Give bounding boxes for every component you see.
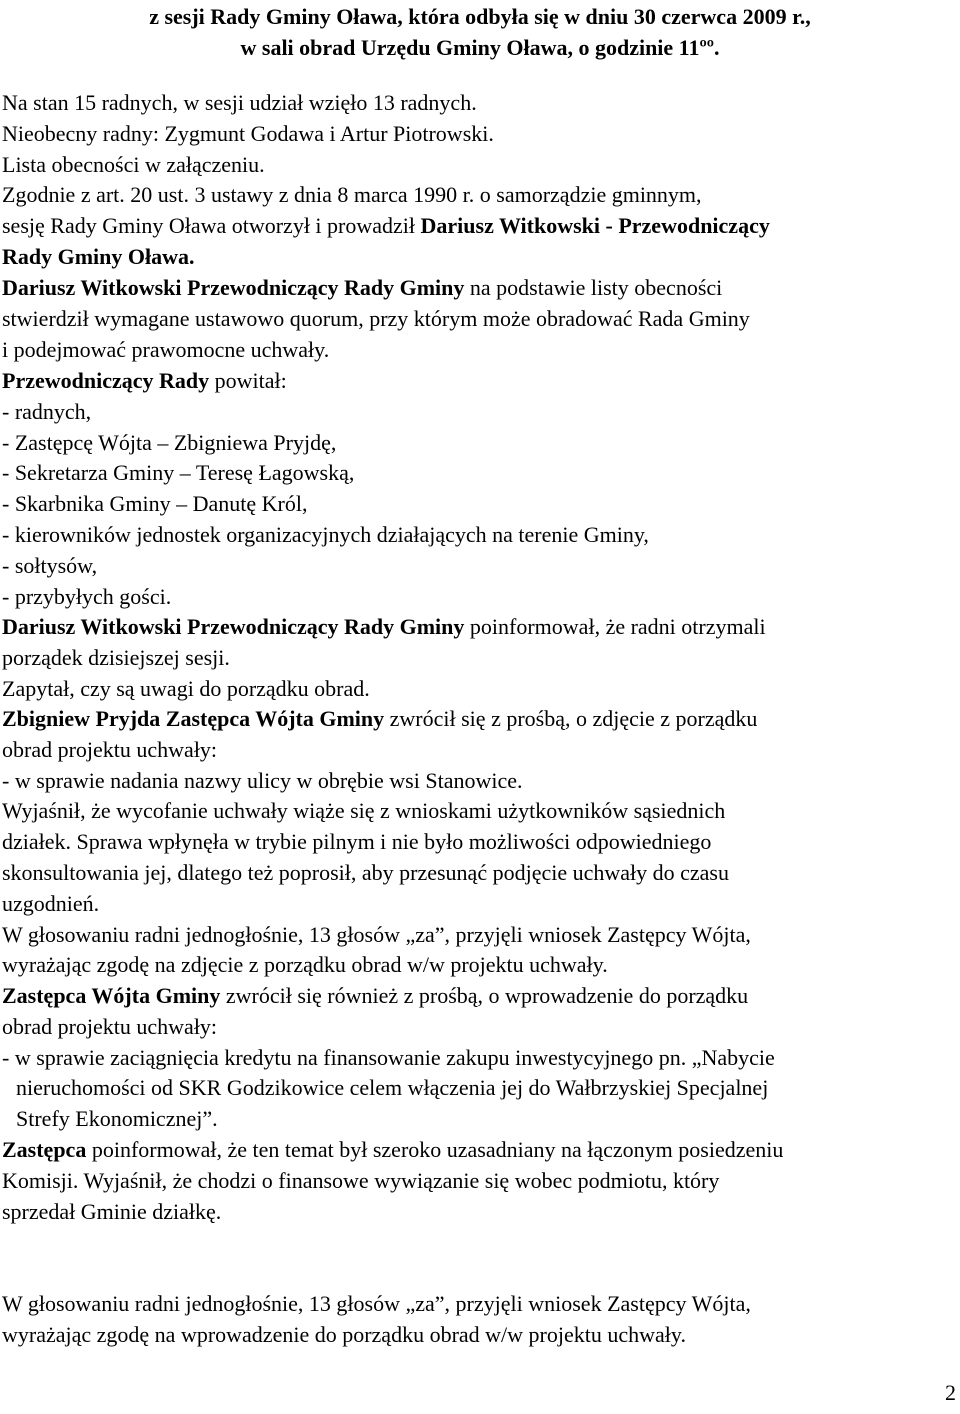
council-name: Rady Gminy Oława. [2,243,195,269]
request-line: Komisji. Wyjaśnił, że chodzi o finansowe wywiązanie się wobec podmiotu, który [2,1167,720,1193]
agenda-line: porządek dzisiejszej sesji. [2,644,230,670]
opening-line: sesję Rady Gminy Oława otworzył i prowadził Dariusz Witkowski - Przewodniczący [2,213,770,239]
page-number: 2 [945,1380,956,1405]
quorum-line: stwierdził wymagane ustawowo quorum, przy którym może obradować Rada Gminy [2,305,750,331]
absent-line: Nieobecny radny: Zygmunt Godawa i Artur Piotrowski. [2,120,494,146]
vote-line: W głosowaniu radni jednogłośnie, 13 głosów „za”, przyjęli wniosek Zastępcy Wójta, [2,921,751,947]
request-line: skonsultowania jej, dlatego też poprosił, aby przesunąć podjęcie uchwały do czasu [2,859,729,885]
chairman-name: Dariusz Witkowski Przewodniczący Rady Gminy [2,614,465,639]
list-item: - Sekretarza Gminy – Teresę Łagowską, [2,460,355,486]
intro-paragraph [2,88,957,273]
header-line-2: w sali obrad Urzędu Gminy Oława, o godzinie 11ºº. [240,34,720,60]
deputy-title: Zastępca Wójta Gminy [2,983,221,1008]
request-line: działek. Sprawa wpłynęła w trybie pilnym i nie było możliwości odpowiedniego [2,829,712,855]
request-removal-paragraph: Zbigniew Pryjda Zastępca Wójta Gminy zwrócił się z prośbą, o zdjęcie z porządku obrad projektu uchwały: - w sprawie nadania nazwy ulicy w obrębie wsi Stanowice. Wyjaśnił, że wycofanie uchwały wiąże się z wnioskami użytkowników sąsiednich działek. Sprawa wpłynęła w trybie pilnym i nie było możliwości odpowiedniego skonsultowania jej, dlatego też poprosił, aby przesunąć podjęcie uchwały do czasu uzgodnień. W głosowaniu radni jednogłośnie, 13 głosów „za”, przyjęli wniosek Zastępcy Wójta, wyrażając zgodę na zdjęcie z porządku obrad w/w projektu uchwały. [2,704,957,981]
list-item: - radnych, [2,398,92,424]
request-line: nieruchomości od SKR Godzikowice celem włączenia jej do Wałbrzyskiej Specjalnej [16,1075,769,1101]
request-line: obrad projektu uchwały: [2,1013,218,1039]
list-item: - Skarbnika Gminy – Danutę Król, [2,491,308,517]
request-line: sprzedał Gminie działkę. [2,1198,222,1224]
quorum-paragraph: Dariusz Witkowski Przewodniczący Rady Gminy na podstawie listy obecności stwierdził wymagane ustawowo quorum, przy którym może obradować Rada Gminy i podejmować prawomocne uchwały. [2,273,957,365]
quorum-line: i podejmować prawomocne uchwały. [2,336,330,362]
vote-paragraph [2,1289,957,1351]
request-line: - w sprawie nadania nazwy ulicy w obrębie wsi Stanowice. [2,767,523,793]
request-line: Wyjaśnił, że wycofanie uchwały wiąże się z wnioskami użytkowników sąsiednich [2,798,726,824]
welcome-paragraph: Przewodniczący Rady powitał: - radnych, - Zastępcę Wójta – Zbigniewa Pryjdę, - Sekretarza Gminy – Teresę Łagowską, - Skarbnika Gminy – Danutę Król, - kierowników jednostek organizacyjnych działających na terenie Gminy, - sołtysów, - przybyłych gości. [2,366,957,612]
list-item: - sołtysów, [2,552,98,578]
vote-line: wyrażając zgodę na zdjęcie z porządku obrad w/w projektu uchwały. [2,952,608,978]
agenda-paragraph: Dariusz Witkowski Przewodniczący Rady Gminy poinformował, że radni otrzymali porządek dzisiejszej sesji. Zapytał, czy są uwagi do porządku obrad. [2,612,957,704]
attendance-list-line: Lista obecności w załączeniu. [2,151,265,177]
chairman-name: Dariusz Witkowski - Przewodniczący [420,213,770,239]
legal-basis-line: Zgodnie z art. 20 ust. 3 ustawy z dnia 8 marca 1990 r. o samorządzie gminnym, [2,182,702,208]
vote-line: wyrażając zgodę na wprowadzenie do porządku obrad w/w projektu uchwały. [2,1321,686,1347]
vote-line: W głosowaniu radni jednogłośnie, 13 głosów „za”, przyjęli wniosek Zastępcy Wójta, [2,1291,751,1316]
list-item: - przybyłych gości. [2,583,172,609]
list-item: - kierowników jednostek organizacyjnych działających na terenie Gminy, [2,521,649,547]
deputy-title: Zastępca [2,1136,87,1162]
list-item: - Zastępcę Wójta – Zbigniewa Pryjdę, [2,429,337,455]
request-line: - w sprawie zaciągnięcia kredytu na finansowanie zakupu inwestycyjnego pn. „Nabycie [2,1044,775,1070]
deputy-name: Zbigniew Pryjda Zastępca Wójta Gminy [2,706,385,731]
chairman-title: Przewodniczący Rady [2,368,210,393]
agenda-line: Zapytał, czy są uwagi do porządku obrad. [2,675,370,701]
header-line-1: z sesji Rady Gminy Oława, która odbyła się w dniu 30 czerwca 2009 r., [149,4,811,29]
request-line: uzgodnień. [2,890,100,916]
request-line: obrad projektu uchwały: [2,736,218,762]
attendance-line: Na stan 15 radnych, w sesji udział wzięło 13 radnych. [2,90,477,115]
request-line: Strefy Ekonomicznej”. [16,1106,218,1132]
chairman-name: Dariusz Witkowski Przewodniczący Rady Gminy [2,275,465,300]
session-header [0,2,960,64]
request-addition-paragraph: Zastępca Wójta Gminy zwrócił się również z prośbą, o wprowadzenie do porządku obrad projektu uchwały: - w sprawie zaciągnięcia kredytu na finansowanie zakupu inwestycyjnego pn. „Nabycie nieruchomości od SKR Godzikowice celem włączenia jej do Wałbrzyskiej Specjalnej Strefy Ekonomicznej”. Zastępca poinformował, że ten temat był szeroko uzasadniany na łączonym posiedzeniu Komisji. Wyjaśnił, że chodzi o finansowe wywiązanie się wobec podmiotu, który sprzedał Gminie działkę. [2,981,957,1227]
